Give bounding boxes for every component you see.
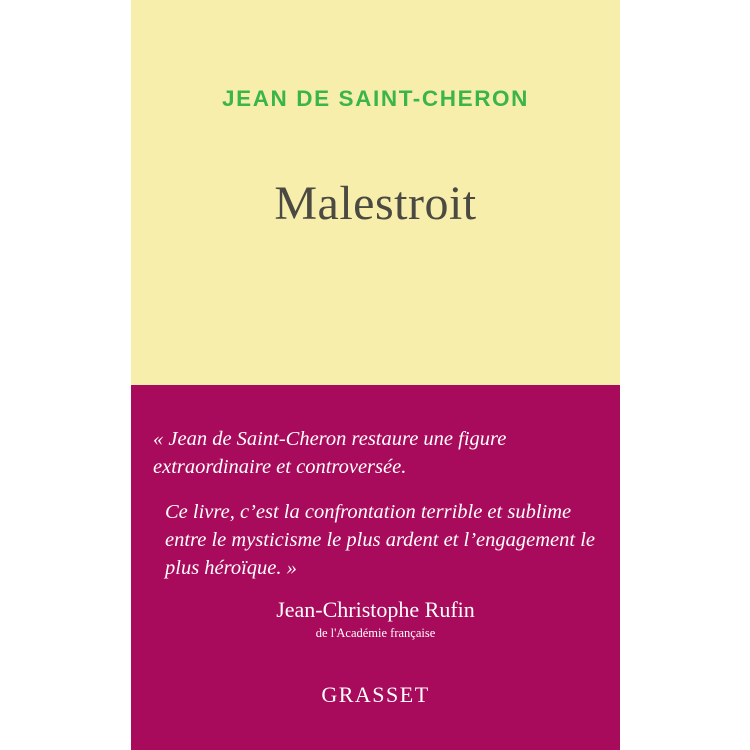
book-cover: [131, 0, 620, 750]
blurb-paragraph-2: Ce livre, c’est la confrontation terrible et sublime entre le mysticisme le plus ardent et l’engagement le plus héroïque. »: [165, 500, 595, 580]
page-title: Malestroit: [274, 177, 477, 230]
cover-bottom-panel: [131, 385, 620, 750]
endorser-name: Jean-Christophe Rufin: [276, 597, 475, 622]
publisher-name: GRASSET: [321, 682, 430, 707]
endorser-affiliation: de l'Académie française: [315, 626, 436, 640]
blurb-quote: [153, 425, 598, 582]
blurb-paragraph-1: « Jean de Saint-Cheron restaure une figure extraordinaire et controversée.: [153, 428, 507, 479]
cover-top-panel: [131, 0, 620, 385]
author-name: JEAN DE SAINT-CHERON: [221, 86, 530, 111]
